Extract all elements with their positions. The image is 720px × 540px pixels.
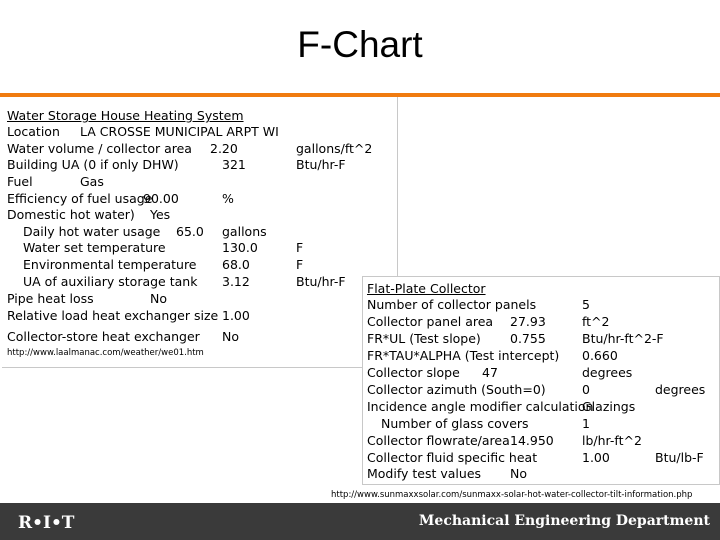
frul-value: 0.755 (510, 331, 546, 346)
setpoint-unit: F (296, 240, 304, 255)
rel-load-label: Relative load heat exchanger size (7, 308, 219, 323)
fuel-value: Gas (80, 174, 104, 189)
glass-covers-label: Number of glass covers (381, 416, 529, 431)
daily-usage-unit: gallons (222, 224, 267, 239)
specific-heat-value: 1.00 (582, 450, 610, 465)
weather-source-link[interactable]: http://www.laalmanac.com/weather/we01.htm (7, 348, 204, 358)
frta-label: FR*TAU*ALPHA (Test intercept) (367, 348, 560, 363)
specific-heat-label: Collector fluid specific heat (367, 450, 538, 465)
modify-value: No (510, 466, 527, 481)
building-ua-value: 321 (222, 157, 246, 172)
collector-heading: Flat-Plate Collector (367, 281, 486, 296)
building-ua-unit: Btu/hr-F (296, 157, 346, 172)
collector-store-label: Collector-store heat exchanger (7, 329, 200, 344)
panel-area-label: Collector panel area (367, 314, 494, 329)
env-temp-unit: F (296, 257, 304, 272)
panel-area-unit: ft^2 (582, 314, 610, 329)
storage-heading: Water Storage House Heating System (7, 108, 244, 123)
dhw-label: Domestic hot water) (7, 207, 135, 222)
panels-label: Number of collector panels (367, 297, 537, 312)
frul-unit: Btu/hr-ft^2-F (582, 331, 664, 346)
efficiency-value: 90.00 (143, 191, 179, 206)
setpoint-value: 130.0 (222, 240, 258, 255)
flowrate-value: 14.950 (510, 433, 554, 448)
daily-usage-value: 65.0 (176, 224, 204, 239)
efficiency-unit: % (222, 191, 234, 206)
azimuth-unit: degrees (655, 382, 706, 397)
glass-covers-value: 1 (582, 416, 590, 431)
water-volume-unit: gallons/ft^2 (296, 141, 373, 156)
azimuth-value: 0 (582, 382, 590, 397)
location-value: LA CROSSE MUNICIPAL ARPT WI (80, 124, 279, 139)
slope-label: Collector slope (367, 365, 460, 380)
rel-load-value: 1.00 (222, 308, 250, 323)
building-ua-label: Building UA (0 if only DHW) (7, 157, 179, 172)
panel-area-value: 27.93 (510, 314, 546, 329)
env-temp-label: Environmental temperature (23, 257, 197, 272)
fuel-label: Fuel (7, 174, 33, 189)
flowrate-label: Collector flowrate/area (367, 433, 510, 448)
frul-label: FR*UL (Test slope) (367, 331, 481, 346)
iam-value: Glazings (582, 399, 636, 414)
collector-store-value: No (222, 329, 239, 344)
slope-value: 47 (482, 365, 498, 380)
daily-usage-label: Daily hot water usage (23, 224, 161, 239)
modify-label: Modify test values (367, 466, 482, 481)
page-title: F-Chart (297, 24, 423, 65)
ua-aux-unit: Btu/hr-F (296, 274, 346, 289)
collector-source-link[interactable]: http://www.sunmaxxsolar.com/sunmaxx-solar-hot-water-collector-tilt-information.php (331, 490, 693, 500)
rit-logo: R•I•T (18, 513, 75, 533)
specific-heat-unit: Btu/lb-F (655, 450, 704, 465)
setpoint-label: Water set temperature (23, 240, 166, 255)
panels-value: 5 (582, 297, 590, 312)
flowrate-unit: lb/hr-ft^2 (582, 433, 642, 448)
efficiency-label: Efficiency of fuel usage (7, 191, 153, 206)
slope-unit: degrees (582, 365, 633, 380)
pipe-loss-label: Pipe heat loss (7, 291, 94, 306)
location-label: Location (7, 124, 60, 139)
azimuth-label: Collector azimuth (South=0) (367, 382, 546, 397)
iam-label: Incidence angle modifier calculation (367, 399, 594, 414)
water-volume-value: 2.20 (210, 141, 238, 156)
env-temp-value: 68.0 (222, 257, 250, 272)
ua-aux-label: UA of auxiliary storage tank (23, 274, 198, 289)
frta-value: 0.660 (582, 348, 618, 363)
dhw-value: Yes (150, 207, 171, 222)
ua-aux-value: 3.12 (222, 274, 250, 289)
pipe-loss-value: No (150, 291, 167, 306)
water-volume-label: Water volume / collector area (7, 141, 192, 156)
department-name: Mechanical Engineering Department (418, 513, 710, 529)
footer-bar (0, 503, 720, 540)
